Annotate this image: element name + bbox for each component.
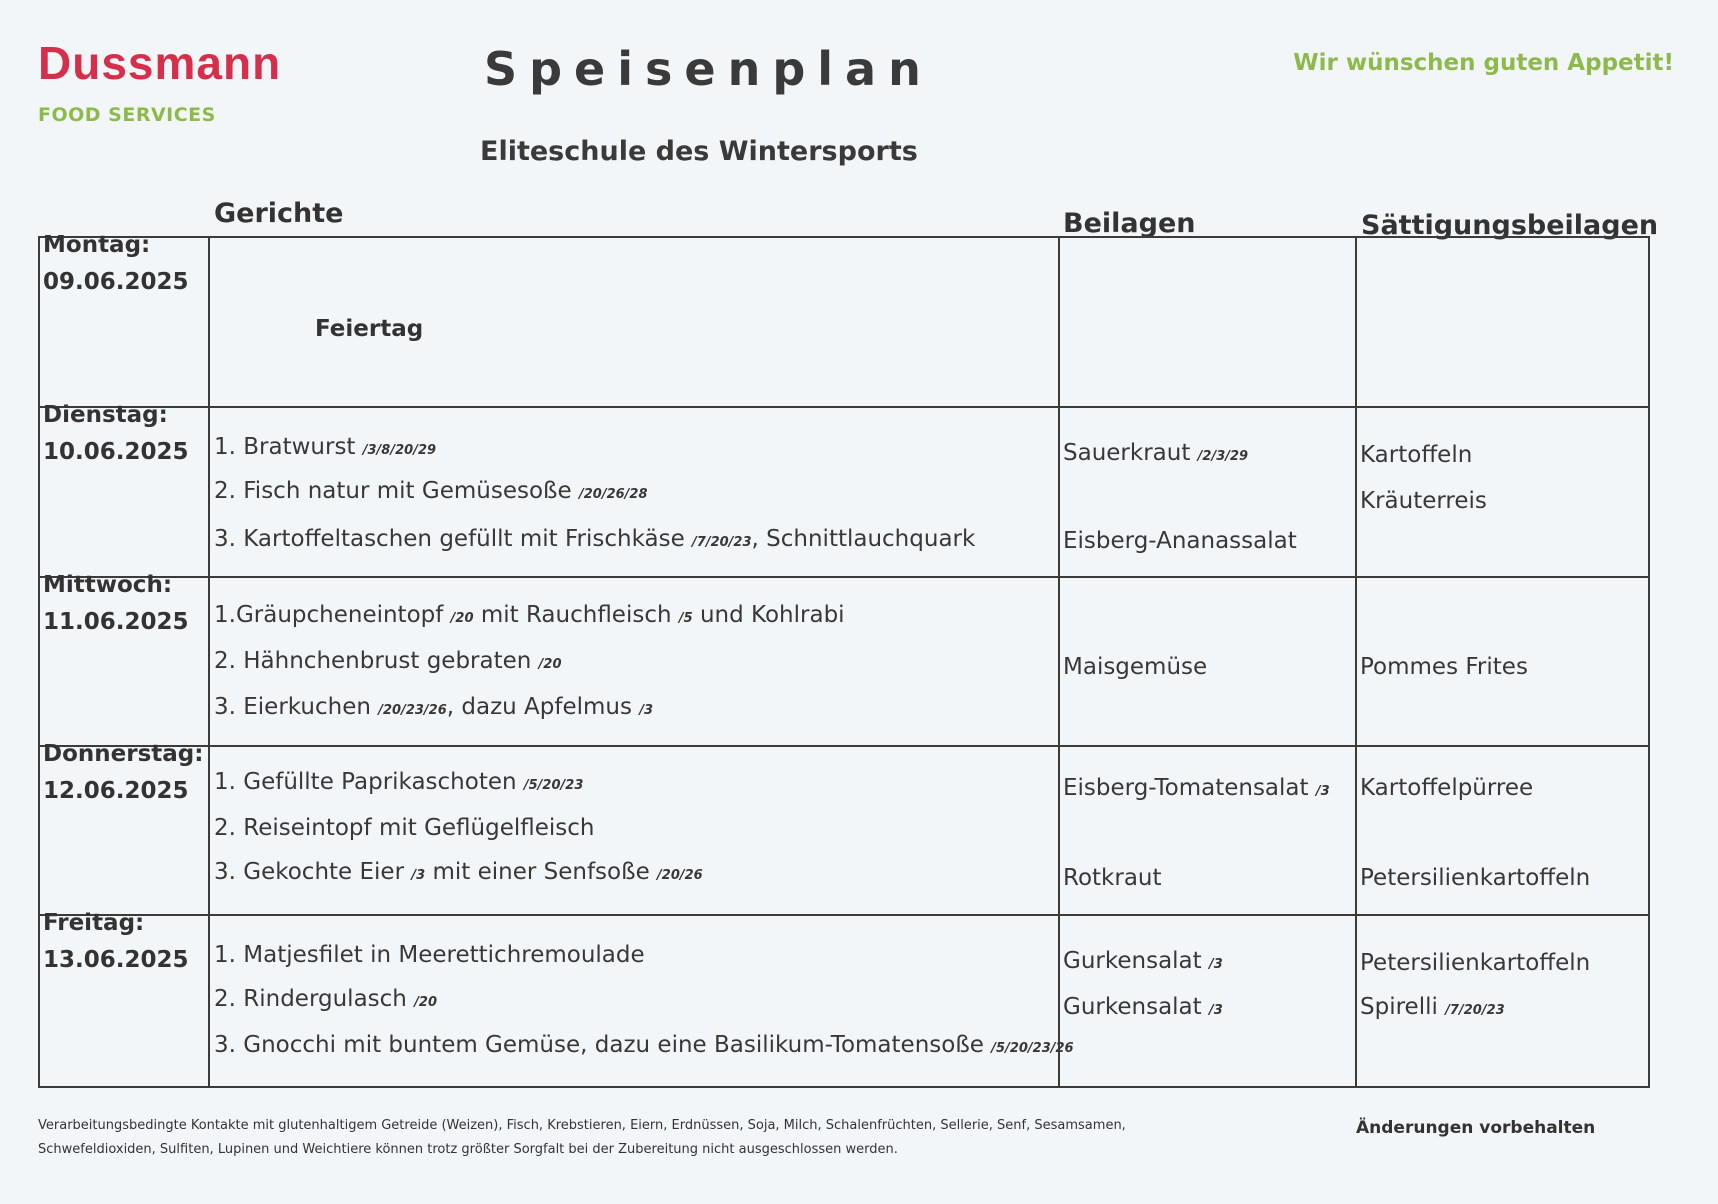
- allergen-code: /3: [1208, 957, 1223, 972]
- day-date: 12.06.2025: [43, 778, 189, 804]
- changes-reserved-note: Änderungen vorbehalten: [1356, 1118, 1596, 1138]
- sides-cell-wednesday: [1060, 578, 1357, 747]
- allergen-code: /20/26: [657, 868, 703, 883]
- dishes-cell-thursday: [210, 747, 1060, 916]
- day-name: Dienstag:: [43, 402, 168, 428]
- starch-item: Spirelli /7/20/23: [1360, 994, 1505, 1020]
- column-header-starch: Sättigungsbeilagen: [1361, 210, 1659, 241]
- allergen-code: /7/20/23: [1445, 1003, 1505, 1018]
- starch-item: Pommes Frites: [1360, 654, 1528, 680]
- starch-cell-friday: [1357, 916, 1648, 1086]
- page-title: Speisenplan: [484, 42, 933, 96]
- dish-item: 3. Eierkuchen /20/23/26, dazu Apfelmus /3: [214, 694, 654, 720]
- column-header-sides: Beilagen: [1063, 208, 1196, 239]
- day-date: 10.06.2025: [43, 439, 189, 465]
- starch-item: Kräuterreis: [1360, 488, 1487, 514]
- allergen-code: /3: [411, 868, 426, 883]
- column-header-dishes: Gerichte: [214, 198, 344, 229]
- side-item: Maisgemüse: [1063, 654, 1208, 680]
- allergen-code: /5/20/23: [523, 778, 584, 793]
- dishes-cell-friday: [210, 916, 1074, 1086]
- allergen-code: /7/20/23: [692, 535, 752, 550]
- dishes-cell-wednesday: [210, 578, 1060, 747]
- sides-cell-monday: [1060, 238, 1357, 408]
- allergen-code: /5: [678, 611, 693, 626]
- dish-item: 2. Hähnchenbrust gebraten /20: [214, 648, 562, 674]
- greeting-text: Wir wünschen guten Appetit!: [1293, 50, 1674, 76]
- starch-item: Petersilienkartoffeln: [1360, 865, 1591, 891]
- side-item: Gurkensalat /3: [1063, 994, 1223, 1020]
- day-date: 11.06.2025: [43, 609, 189, 635]
- dish-item: 3. Gnocchi mit buntem Gemüse, dazu eine Basilikum-Tomatensoße /5/20/23/26: [214, 1032, 1074, 1058]
- day-cell-monday: [40, 232, 210, 408]
- dussmann-logo: [38, 37, 282, 126]
- day-cell-wednesday: [40, 572, 210, 747]
- allergen-code: /2/3/29: [1197, 449, 1249, 464]
- sides-cell-friday: [1060, 916, 1357, 1086]
- allergen-code: /20: [450, 611, 474, 626]
- day-cell-thursday: [40, 741, 210, 916]
- day-name: Freitag:: [43, 910, 145, 936]
- page-subtitle: Eliteschule des Wintersports: [480, 136, 918, 167]
- allergen-code: /20: [538, 657, 562, 672]
- dish-item: 1. Matjesfilet in Meerettichremoulade: [214, 942, 645, 968]
- allergen-code: /20/26/28: [578, 487, 648, 502]
- day-cell-tuesday: [40, 402, 210, 578]
- holiday-label: Feiertag: [315, 316, 424, 342]
- day-name: Montag:: [43, 232, 151, 258]
- starch-item: Petersilienkartoffeln: [1360, 950, 1591, 976]
- allergen-code: /20: [414, 995, 438, 1010]
- allergen-note: [38, 1114, 1198, 1162]
- day-date: 13.06.2025: [43, 947, 189, 973]
- sides-cell-thursday: [1060, 747, 1357, 916]
- dish-item: 3. Kartoffeltaschen gefüllt mit Frischkäse /7/20/23, Schnittlauchquark: [214, 526, 976, 552]
- logo-subtitle: FOOD SERVICES: [38, 104, 216, 126]
- dish-item: 1. Bratwurst /3/8/20/29: [214, 434, 437, 460]
- day-cell-friday: [40, 910, 210, 1086]
- allergen-code: /3: [639, 703, 654, 718]
- side-item: Eisberg-Tomatensalat /3: [1063, 775, 1330, 801]
- starch-cell-thursday: [1357, 747, 1648, 916]
- allergen-code: /20/23/26: [378, 703, 447, 718]
- dishes-cell-monday: [210, 238, 1060, 408]
- logo-wordmark: Dussmann: [38, 37, 282, 89]
- dish-item: 2. Reiseintopf mit Geflügelfleisch: [214, 815, 595, 841]
- dish-item: 2. Rindergulasch /20: [214, 986, 438, 1012]
- starch-cell-wednesday: [1357, 578, 1648, 747]
- allergen-code: /3/8/20/29: [362, 443, 437, 458]
- starch-item: Kartoffeln: [1360, 442, 1473, 468]
- side-item: Rotkraut: [1063, 865, 1162, 891]
- dish-item: 1. Gefüllte Paprikaschoten /5/20/23: [214, 769, 584, 795]
- allergen-code: /5/20/23/26: [991, 1041, 1074, 1056]
- menu-table: [38, 232, 1650, 1088]
- side-item: Gurkensalat /3: [1063, 948, 1223, 974]
- dishes-cell-tuesday: [210, 408, 1060, 578]
- allergen-code: /3: [1315, 784, 1330, 799]
- starch-item: Kartoffelpürree: [1360, 775, 1534, 801]
- side-item: Eisberg-Ananassalat: [1063, 528, 1297, 554]
- starch-cell-monday: [1357, 238, 1648, 408]
- allergen-code: /3: [1208, 1003, 1223, 1018]
- sides-cell-tuesday: [1060, 408, 1357, 578]
- starch-cell-tuesday: [1357, 408, 1648, 578]
- dish-item: 2. Fisch natur mit Gemüsesoße /20/26/28: [214, 478, 648, 504]
- dish-item: 1.Gräupcheneintopf /20 mit Rauchfleisch /5 und Kohlrabi: [214, 602, 845, 628]
- dish-item: 3. Gekochte Eier /3 mit einer Senfsoße /20/26: [214, 859, 703, 885]
- day-date: 09.06.2025: [43, 269, 189, 295]
- allergen-note-line-2: Schwefeldioxiden, Sulfiten, Lupinen und Weichtiere können trotz größter Sorgfalt bei der Zubereitung nicht ausgeschlossen werden.: [38, 1142, 898, 1157]
- day-name: Mittwoch:: [43, 572, 173, 598]
- day-name: Donnerstag:: [43, 741, 204, 767]
- side-item: Sauerkraut /2/3/29: [1063, 440, 1249, 466]
- allergen-note-line-1: Verarbeitungsbedingte Kontakte mit glutenhaltigem Getreide (Weizen), Fisch, Krebstieren, Eiern, Erdnüssen, Soja, Milch, Schalenfrüchten, Sellerie, Senf, Sesamsamen,: [38, 1118, 1126, 1133]
